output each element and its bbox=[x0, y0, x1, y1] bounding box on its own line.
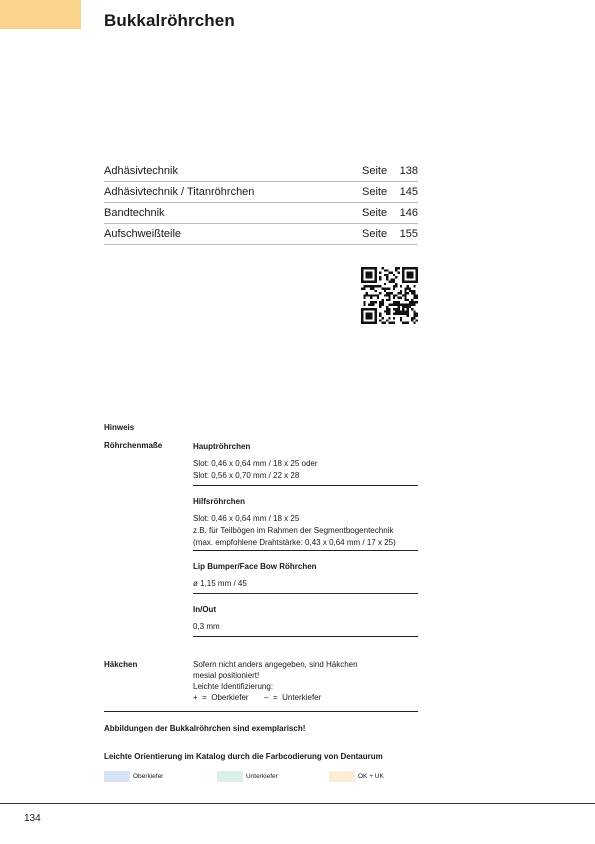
toc-seite: Seite bbox=[362, 165, 388, 177]
toc-label: Aufschweißteile bbox=[104, 228, 182, 240]
hinweis-heading: Hinweis bbox=[104, 423, 135, 432]
color-legend bbox=[104, 771, 418, 783]
toc-page: 155 bbox=[399, 228, 418, 240]
spec-line: z.B. für Teilbögen im Rahmen der Segmentbogentechnik bbox=[193, 526, 394, 535]
spec-heading: Hilfsröhrchen bbox=[193, 497, 246, 506]
toc-row[interactable] bbox=[104, 161, 418, 182]
haekchen-line: mesial positioniert! bbox=[193, 671, 260, 680]
spec-block bbox=[193, 441, 418, 486]
page-title: Bukkalröhrchen bbox=[104, 11, 235, 30]
footer-divider bbox=[0, 803, 595, 804]
toc-row[interactable] bbox=[104, 203, 418, 224]
haekchen-label: Häkchen bbox=[104, 660, 138, 669]
spec-line: Slot: 0,56 x 0,70 mm / 22 x 28 bbox=[193, 471, 300, 480]
spec-block bbox=[193, 561, 418, 594]
chapter-tab-marker bbox=[0, 0, 81, 29]
qr-code-icon[interactable] bbox=[361, 267, 418, 324]
legend-item-oberkiefer bbox=[104, 771, 163, 782]
specification-list bbox=[193, 441, 418, 637]
toc-page: 145 bbox=[399, 186, 418, 198]
legend-swatch bbox=[104, 771, 130, 782]
spec-heading: Hauptröhrchen bbox=[193, 442, 251, 451]
toc-row[interactable] bbox=[104, 224, 418, 245]
spec-block bbox=[193, 604, 418, 637]
legend-item-ok-uk bbox=[329, 771, 384, 782]
haekchen-line: Sofern nicht anders angegeben, sind Häkchen bbox=[193, 660, 358, 669]
toc-seite: Seite bbox=[362, 207, 388, 219]
note-farbcodierung: Leichte Orientierung im Katalog durch die Farbcodierung von Dentaurum bbox=[104, 752, 383, 761]
legend-label: Unterkiefer bbox=[246, 773, 278, 780]
spec-line: (max. empfohlene Drahtstärke: 0,43 x 0,64 mm / 17 x 25) bbox=[193, 538, 396, 547]
divider bbox=[104, 711, 418, 712]
spec-heading: Lip Bumper/Face Bow Röhrchen bbox=[193, 562, 317, 571]
toc-row[interactable] bbox=[104, 182, 418, 203]
note-exemplarisch: Abbildungen der Bukkalröhrchen sind exemplarisch! bbox=[104, 724, 306, 733]
toc-page: 146 bbox=[399, 207, 418, 219]
table-of-contents bbox=[104, 161, 418, 245]
legend-label: OK + UK bbox=[358, 773, 384, 780]
toc-label: Bandtechnik bbox=[104, 207, 165, 219]
page-number: 134 bbox=[24, 813, 41, 824]
haekchen-line: Leichte Identifizierung: bbox=[193, 682, 274, 691]
spec-line: ø 1,15 mm / 45 bbox=[193, 579, 247, 588]
spec-line: Slot: 0,46 x 0,64 mm / 18 x 25 bbox=[193, 514, 300, 523]
legend-swatch bbox=[217, 771, 243, 782]
spec-line: 0,3 mm bbox=[193, 622, 220, 631]
toc-label: Adhäsivtechnik / Titanröhrchen bbox=[104, 186, 255, 198]
roehrchenmasse-label: Röhrchenmaße bbox=[104, 441, 163, 450]
legend-label: Oberkiefer bbox=[133, 773, 164, 780]
spec-heading: In/Out bbox=[193, 605, 217, 614]
legend-swatch bbox=[329, 771, 355, 782]
haekchen-text bbox=[193, 659, 418, 703]
spec-line: Slot: 0,46 x 0,64 mm / 18 x 25 oder bbox=[193, 459, 318, 468]
spec-block bbox=[193, 496, 418, 551]
legend-item-unterkiefer bbox=[217, 771, 278, 782]
toc-seite: Seite bbox=[362, 228, 388, 240]
toc-label: Adhäsivtechnik bbox=[104, 165, 178, 177]
toc-page: 138 bbox=[399, 165, 418, 177]
haekchen-line: + = Oberkiefer – = Unterkiefer bbox=[193, 693, 322, 702]
toc-seite: Seite bbox=[362, 186, 388, 198]
